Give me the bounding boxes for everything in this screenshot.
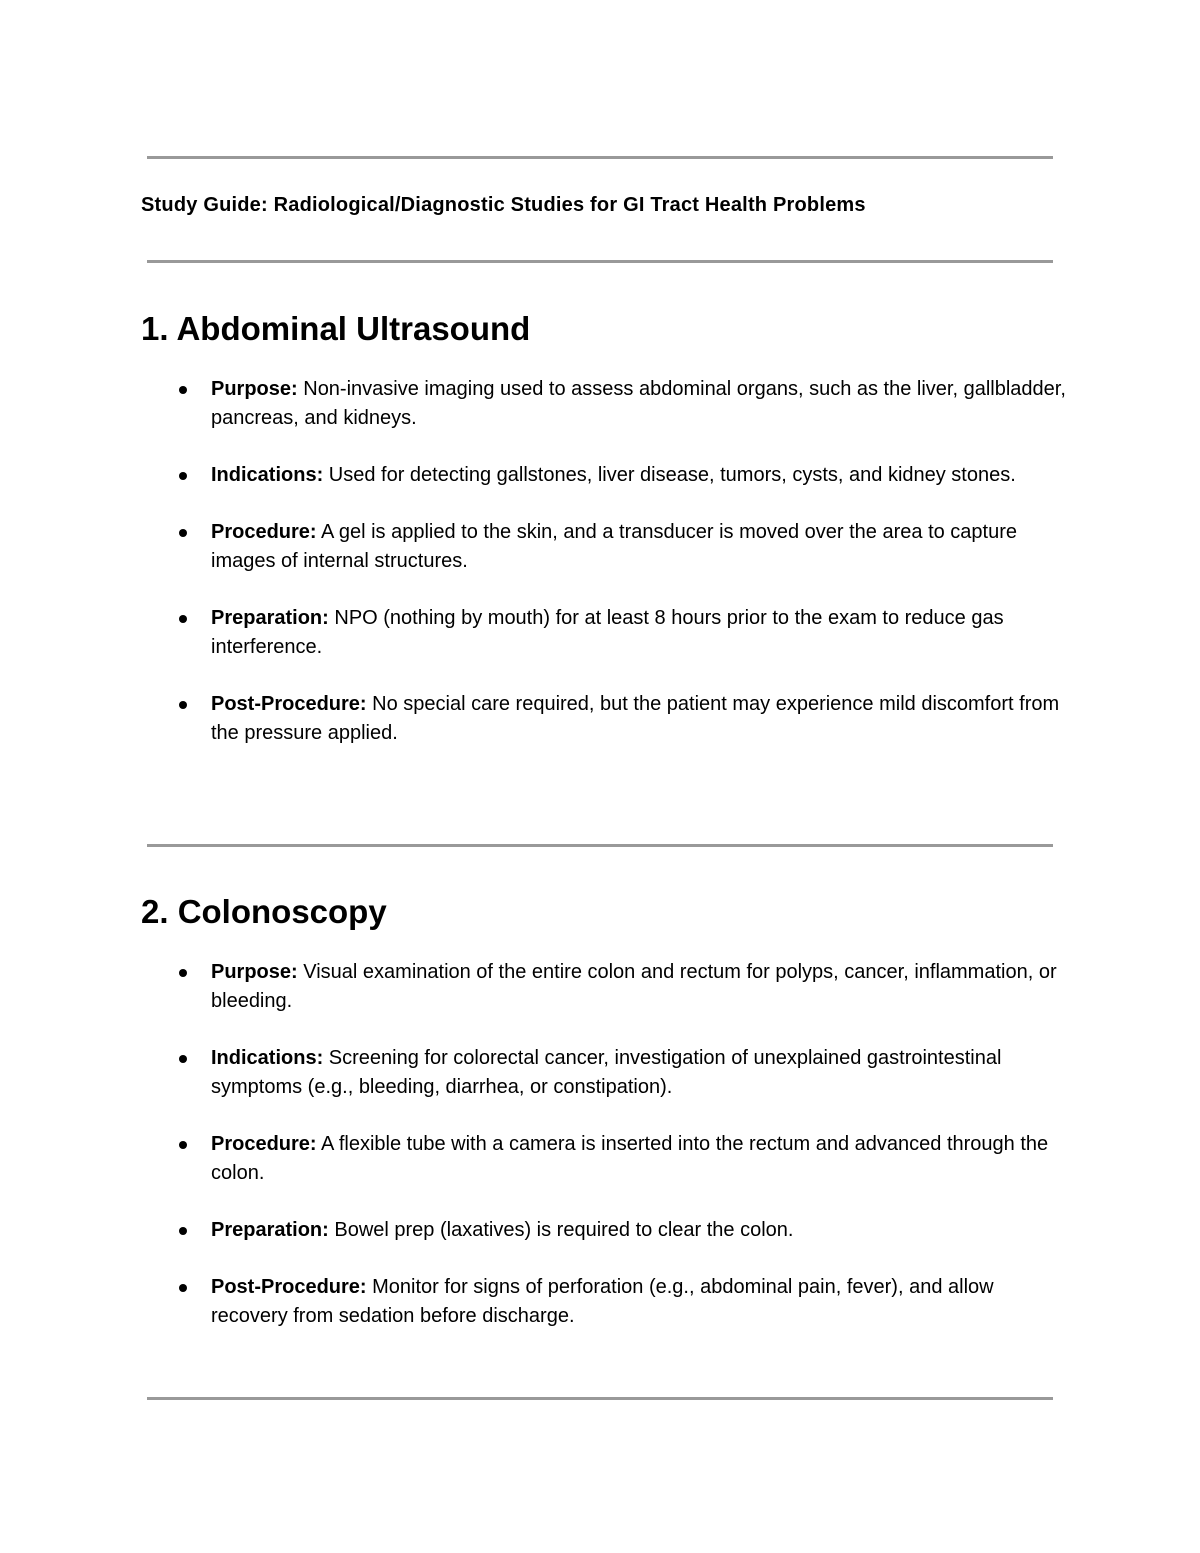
list-item — [141, 604, 1071, 662]
item-text: Visual examination of the entire colon and rectum for polyps, cancer, inflammation, or bleeding. — [211, 961, 1057, 1012]
item-label: Preparation: — [211, 607, 329, 629]
item-text: Used for detecting gallstones, liver disease, tumors, cysts, and kidney stones. — [323, 464, 1016, 486]
item-text: No special care required, but the patient may experience mild discomfort from the pressure applied. — [211, 693, 1060, 744]
bullet-list — [141, 375, 1071, 748]
item-label: Indications: — [211, 1047, 324, 1069]
item-label: Preparation: — [211, 1219, 329, 1241]
horizontal-rule — [147, 156, 1053, 159]
bullet-icon — [179, 386, 187, 394]
bullet-icon — [179, 1141, 187, 1149]
section-heading: 1. Abdominal Ultrasound — [141, 310, 531, 347]
list-item — [141, 375, 1071, 433]
horizontal-rule — [147, 844, 1053, 847]
item-text: Non-invasive imaging used to assess abdominal organs, such as the liver, gallbladder, pancreas, and kidneys. — [211, 378, 1066, 429]
document-title: Study Guide: Radiological/Diagnostic Studies for GI Tract Health Problems — [141, 194, 866, 216]
horizontal-rule — [147, 1397, 1053, 1400]
section-colonoscopy — [141, 892, 1071, 1359]
item-label: Procedure: — [211, 1133, 317, 1155]
bullet-list — [141, 958, 1071, 1331]
item-text: Screening for colorectal cancer, investigation of unexplained gastrointestinal symptoms (e.g., bleeding, diarrhea, or constipation). — [211, 1047, 1002, 1098]
bullet-icon — [179, 1284, 187, 1292]
bullet-icon — [179, 1227, 187, 1235]
list-item — [141, 518, 1071, 576]
item-text: Monitor for signs of perforation (e.g., abdominal pain, fever), and allow recovery from sedation before discharge. — [211, 1276, 994, 1327]
list-item — [141, 1273, 1071, 1331]
list-item — [141, 690, 1071, 748]
bullet-icon — [179, 615, 187, 623]
section-heading: 2. Colonoscopy — [141, 893, 387, 930]
bullet-icon — [179, 529, 187, 537]
item-text: Bowel prep (laxatives) is required to clear the colon. — [328, 1219, 794, 1241]
item-label: Procedure: — [211, 521, 317, 543]
item-text: NPO (nothing by mouth) for at least 8 hours prior to the exam to reduce gas interference. — [211, 607, 1004, 658]
bullet-icon — [179, 1055, 187, 1063]
item-label: Post-Procedure: — [211, 693, 367, 715]
list-item — [141, 461, 1071, 490]
item-text: A gel is applied to the skin, and a transducer is moved over the area to capture images of internal structures. — [211, 521, 1018, 572]
bullet-icon — [179, 472, 187, 480]
bullet-icon — [179, 701, 187, 709]
item-label: Post-Procedure: — [211, 1276, 367, 1298]
horizontal-rule — [147, 260, 1053, 263]
section-abdominal-ultrasound — [141, 309, 1071, 776]
list-item — [141, 1216, 1071, 1245]
item-label: Purpose: — [211, 961, 298, 983]
list-item — [141, 958, 1071, 1016]
list-item — [141, 1044, 1071, 1102]
item-label: Indications: — [211, 464, 324, 486]
list-item — [141, 1130, 1071, 1188]
item-label: Purpose: — [211, 378, 298, 400]
item-text: A flexible tube with a camera is inserted into the rectum and advanced through the colon. — [211, 1133, 1049, 1184]
bullet-icon — [179, 969, 187, 977]
